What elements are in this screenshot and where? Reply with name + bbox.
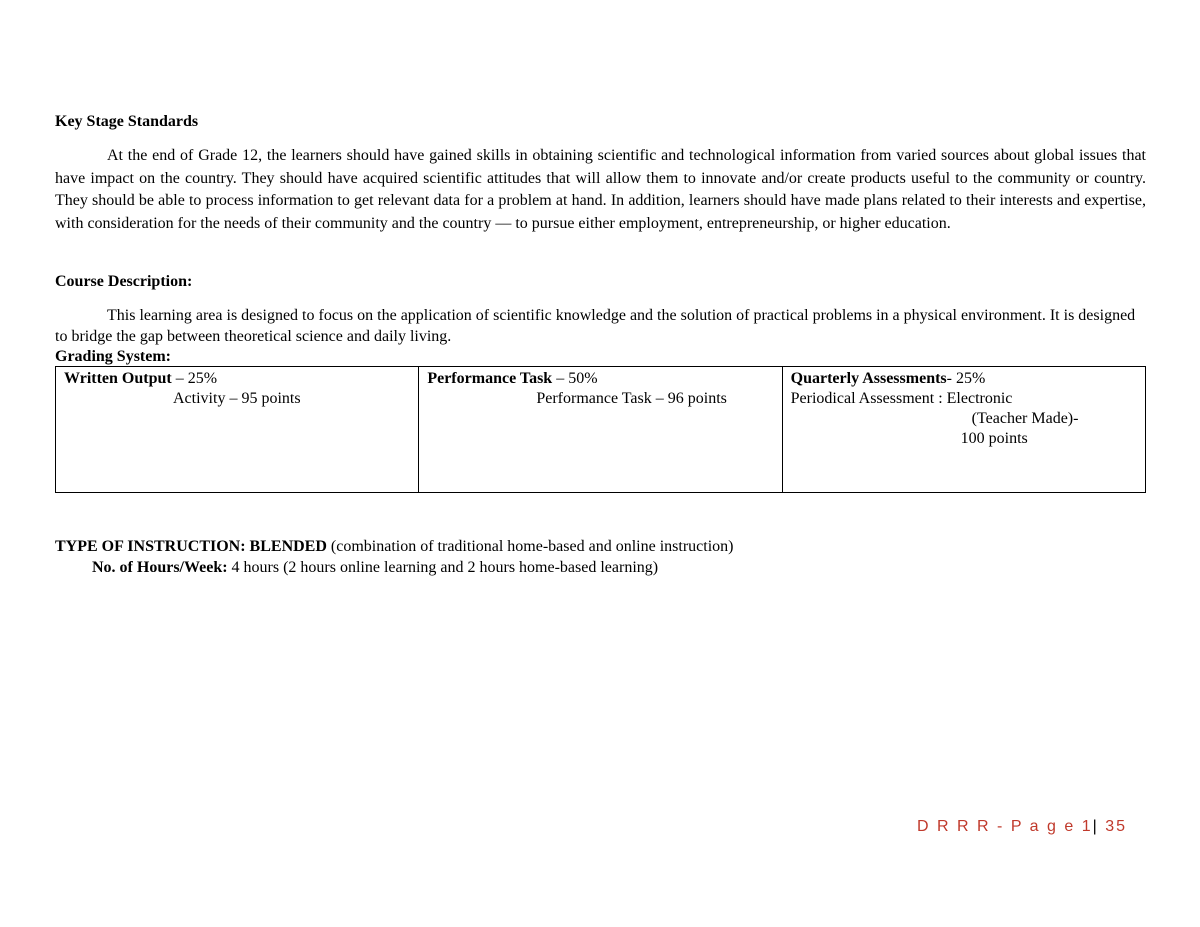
grading-row [56, 367, 1146, 493]
quarterly-detail-line2: (Teacher Made)- [971, 410, 1079, 427]
footer-total-pages: 35 [1105, 818, 1127, 835]
quarterly-detail-line3: 100 points [960, 430, 1028, 447]
grading-cell-written-output [56, 367, 419, 493]
hours-per-week-line [92, 558, 658, 578]
instruction-type-note: (combination of traditional home-based and online instruction) [330, 538, 734, 555]
document-page [55, 0, 1146, 927]
performance-task-detail: Performance Task – 96 points [536, 390, 727, 407]
key-stage-paragraph [55, 145, 1146, 235]
grading-table [55, 366, 1146, 493]
course-description-body: This learning area is designed to focus on the application of scientific knowledge and the solution of practical problems in a physical environment. It is designed to bridge the gap between theoretical science and daily living. [55, 307, 1136, 345]
hours-value: 4 hours (2 hours online learning and 2 hours home-based learning) [231, 559, 659, 576]
course-description-heading: Course Description: [55, 273, 193, 290]
grading-cell-quarterly-assessments [782, 367, 1145, 493]
key-stage-heading: Key Stage Standards [55, 113, 199, 130]
performance-task-title: Performance Task – 50% [427, 370, 598, 387]
footer-separator: | [1092, 818, 1099, 835]
footer-page-label: - P a g e [997, 818, 1076, 835]
grading-cell-performance-task [419, 367, 782, 493]
instruction-type-value: BLENDED [249, 538, 327, 555]
key-stage-body: At the end of Grade 12, the learners should have gained skills in obtaining scientific and technological information from varied sources about global issues that have impact on the country. They should have acquired scientific attitudes that will allow them to innovate and/or create products useful to the community or country. They should be able to process information to get relevant data for a problem at hand. In addition, learners should have made plans related to their interests and expertise, with consideration for the needs of their community and the country — to pursue either employment, entrepreneurship, or higher education. [55, 147, 1146, 232]
footer-page-number: 1 [1081, 818, 1093, 835]
written-output-title: Written Output – 25% [64, 370, 218, 387]
quarterly-assessments-title: Quarterly Assessments- 25% [790, 370, 986, 387]
footer-subject: D R R R [917, 818, 991, 835]
instruction-type-label: TYPE OF INSTRUCTION: [55, 538, 246, 555]
hours-label: No. of Hours/Week: [92, 559, 228, 576]
quarterly-detail-line1: Periodical Assessment : Electronic [790, 390, 1013, 407]
course-description-paragraph [55, 305, 1146, 347]
grading-system-heading: Grading System: [55, 348, 171, 365]
written-output-detail: Activity – 95 points [173, 390, 301, 407]
page-footer [917, 818, 1127, 836]
instruction-type-line [55, 537, 733, 557]
